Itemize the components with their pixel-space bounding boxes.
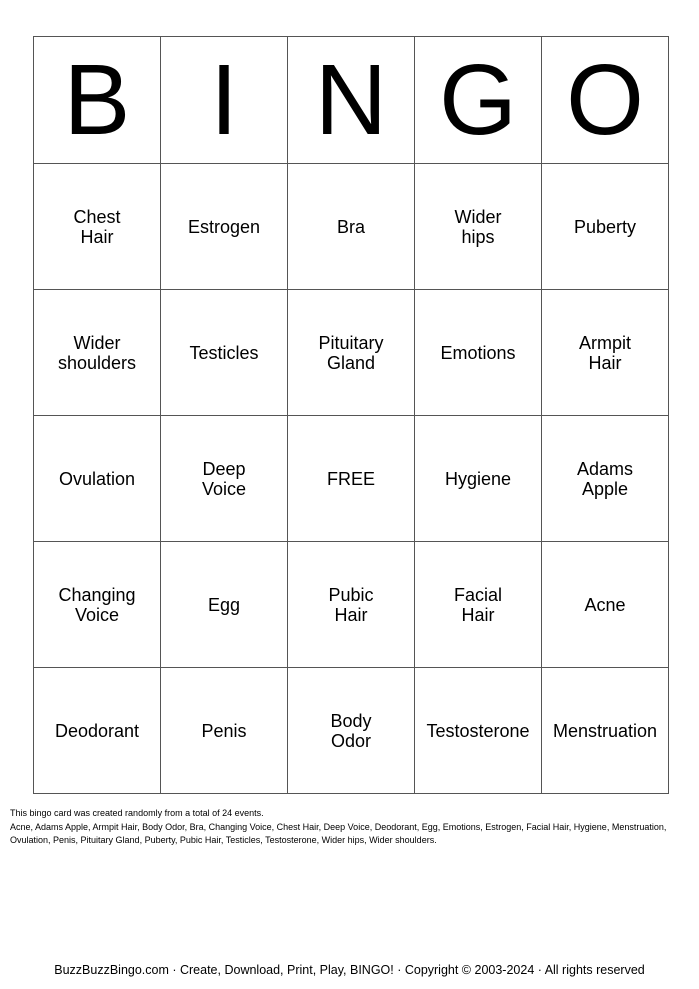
grid-cell: Chest Hair	[34, 164, 161, 290]
grid-cell: Egg	[161, 542, 288, 668]
grid-cell: Emotions	[415, 290, 542, 416]
grid-cell: Body Odor	[288, 668, 415, 794]
grid-cell: Estrogen	[161, 164, 288, 290]
grid-cell: Acne	[542, 542, 669, 668]
grid-row	[34, 668, 669, 794]
grid-cell: Adams Apple	[542, 416, 669, 542]
grid-cell: Armpit Hair	[542, 290, 669, 416]
grid-cell: Deodorant	[34, 668, 161, 794]
free-space-cell: FREE	[288, 416, 415, 542]
page-footer: BuzzBuzzBingo.com · Create, Download, Print, Play, BINGO! · Copyright © 2003-2024 · All rights reserved	[54, 963, 645, 977]
grid-cell: Deep Voice	[161, 416, 288, 542]
header-letter-n: N	[288, 37, 415, 164]
grid-row	[34, 542, 669, 668]
grid-cell: Changing Voice	[34, 542, 161, 668]
grid-cell: Hygiene	[415, 416, 542, 542]
grid-cell: Bra	[288, 164, 415, 290]
header-row	[34, 37, 669, 164]
grid-cell: Wider hips	[415, 164, 542, 290]
grid-cell: Testicles	[161, 290, 288, 416]
grid-cell: Testosterone	[415, 668, 542, 794]
header-letter-g: G	[415, 37, 542, 164]
card-info-summary: This bingo card was created randomly from a total of 24 events.	[10, 808, 264, 818]
grid-cell: Puberty	[542, 164, 669, 290]
grid-cell: Menstruation	[542, 668, 669, 794]
card-info-note	[10, 807, 680, 848]
grid-cell: Penis	[161, 668, 288, 794]
grid-cell: Wider shoulders	[34, 290, 161, 416]
grid-cell: Pubic Hair	[288, 542, 415, 668]
card-info-event-list: Acne, Adams Apple, Armpit Hair, Body Odor, Bra, Changing Voice, Chest Hair, Deep Voice, Deodorant, Egg, Emotions, Estrogen, Facial Hair, Hygiene, Menstruation, Ovulation, Penis, Pituitary Gland, Puberty, Pubic Hair, Testicles, Testosterone, Wider hips, Wider shoulders.	[10, 821, 667, 845]
grid-cell: Pituitary Gland	[288, 290, 415, 416]
grid-row	[34, 290, 669, 416]
header-letter-b: B	[34, 37, 161, 164]
grid-cell: Ovulation	[34, 416, 161, 542]
header-letter-i: I	[161, 37, 288, 164]
grid-row	[34, 164, 669, 290]
header-letter-o: O	[542, 37, 669, 164]
grid-row	[34, 416, 669, 542]
bingo-card	[33, 36, 669, 794]
grid-cell: Facial Hair	[415, 542, 542, 668]
